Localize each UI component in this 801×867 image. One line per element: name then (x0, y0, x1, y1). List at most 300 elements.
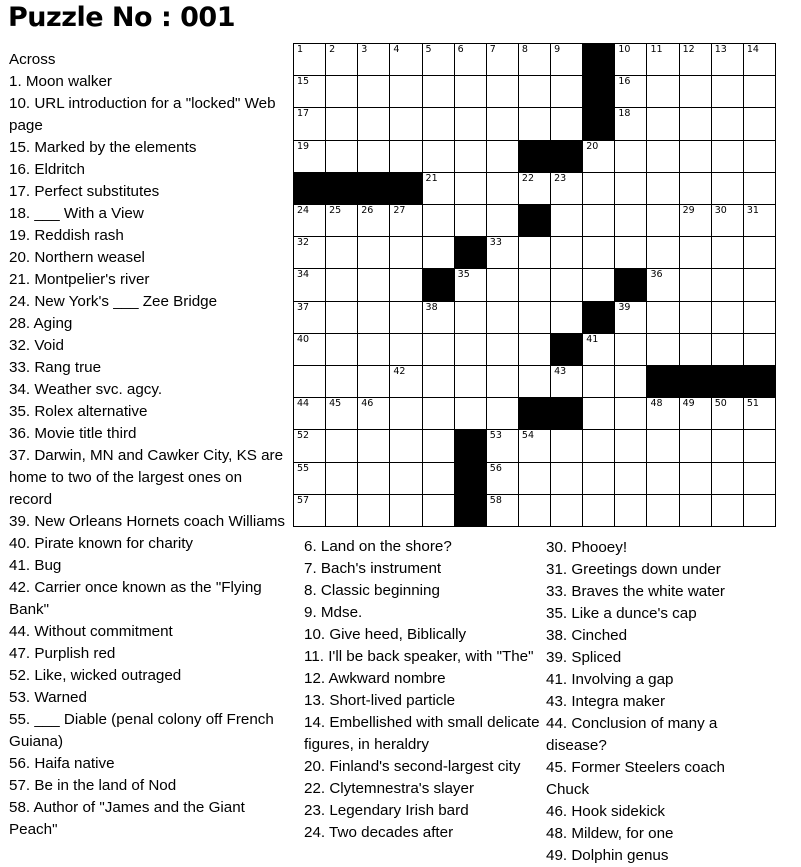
down-clue[interactable]: 12. Awkward nombre (304, 670, 446, 687)
grid-cell[interactable] (455, 76, 487, 108)
grid-cell[interactable] (326, 141, 358, 173)
clue-number: 51 (746, 398, 759, 410)
grid-cell[interactable] (487, 269, 519, 301)
grid-cell[interactable] (390, 398, 422, 430)
across-clue[interactable]: 10. URL introduction for a "locked" Web page (9, 95, 276, 134)
clue-number: 7 (489, 44, 496, 55)
grid-cell[interactable] (455, 205, 487, 237)
down-clue[interactable]: 43. Integra maker (546, 693, 666, 710)
grid-cell[interactable] (423, 398, 455, 430)
grid-cell[interactable] (326, 237, 358, 269)
across-clue[interactable]: 20. Northern weasel (9, 249, 145, 266)
grid-cell[interactable] (647, 237, 679, 269)
grid-cell[interactable] (680, 495, 712, 527)
across-clue[interactable]: 37. Darwin, MN and Cawker City, KS are home to two of the largest ones on record (9, 447, 284, 508)
grid-cell[interactable] (744, 334, 776, 366)
grid-cell[interactable] (358, 398, 390, 430)
grid-cell[interactable] (519, 430, 551, 462)
across-clue[interactable]: 19. Reddish rash (9, 227, 124, 244)
grid-cell[interactable] (326, 463, 358, 495)
grid-cell[interactable] (358, 237, 390, 269)
clue-number: 24 (297, 205, 310, 216)
clue-number: 36 (650, 269, 663, 281)
black-square (744, 366, 776, 398)
grid-cell[interactable] (744, 205, 776, 237)
grid-cell[interactable] (326, 366, 358, 398)
down-clue[interactable]: 13. Short-lived particle (304, 692, 456, 709)
across-clue[interactable]: 47. Purplish red (9, 645, 116, 662)
across-clue[interactable]: 56. Haifa native (9, 755, 115, 772)
grid-cell[interactable] (294, 269, 326, 301)
grid-cell[interactable] (487, 44, 519, 76)
clue-number: 38 (425, 301, 438, 313)
grid-cell[interactable] (358, 463, 390, 495)
grid-cell[interactable] (455, 141, 487, 173)
grid-cell[interactable] (487, 463, 519, 495)
across-clue[interactable]: 21. Montpelier's river (9, 271, 150, 288)
down-clue[interactable]: 24. Two decades after (304, 824, 454, 841)
down-clue[interactable]: 38. Cinched (546, 627, 628, 644)
grid-cell[interactable] (455, 108, 487, 140)
grid-cell[interactable] (583, 430, 615, 462)
grid-cell[interactable] (680, 76, 712, 108)
grid-cell[interactable] (712, 76, 744, 108)
clue-number: 42 (393, 366, 406, 377)
grid-cell[interactable] (326, 269, 358, 301)
grid-cell[interactable] (423, 334, 455, 366)
grid-cell[interactable] (487, 495, 519, 527)
across-clue[interactable]: 55. ___ Diable (penal colony off French Guiana) (9, 711, 274, 750)
grid-cell[interactable] (326, 44, 358, 76)
grid-cell[interactable] (519, 495, 551, 527)
grid-cell[interactable] (583, 141, 615, 173)
across-clue[interactable]: 39. New Orleans Hornets coach Williams (9, 513, 286, 530)
across-clue[interactable]: 17. Perfect substitutes (9, 183, 160, 200)
clue-number: 48 (650, 398, 663, 410)
grid-cell[interactable] (744, 302, 776, 334)
across-clue[interactable]: 32. Void (9, 337, 64, 354)
grid-cell[interactable] (712, 141, 744, 173)
across-clue[interactable]: 33. Rang true (9, 359, 102, 376)
grid-cell[interactable] (423, 205, 455, 237)
down-clue[interactable]: 41. Involving a gap (546, 671, 674, 688)
across-clue[interactable]: 34. Weather svc. agcy. (9, 381, 163, 398)
clue-number: 8 (521, 44, 528, 55)
grid-cell[interactable] (615, 44, 647, 76)
grid-cell[interactable] (551, 76, 583, 108)
grid-cell[interactable] (647, 141, 679, 173)
grid-cell[interactable] (744, 495, 776, 527)
across-clue[interactable]: 42. Carrier once known as the "Flying Bank" (9, 579, 262, 618)
grid-cell[interactable] (358, 108, 390, 140)
grid-cell[interactable] (615, 205, 647, 237)
across-clue[interactable]: 44. Without commitment (9, 623, 173, 640)
grid-cell[interactable] (326, 334, 358, 366)
grid-cell[interactable] (680, 398, 712, 430)
grid-cell[interactable] (615, 141, 647, 173)
black-square (583, 76, 615, 108)
grid-cell[interactable] (326, 76, 358, 108)
black-square (551, 141, 583, 173)
grid-cell[interactable] (294, 398, 326, 430)
clue-number: 39 (618, 301, 631, 313)
grid-cell[interactable] (647, 173, 679, 205)
grid-cell[interactable] (583, 366, 615, 398)
grid-cell[interactable] (712, 495, 744, 527)
grid-cell[interactable] (487, 398, 519, 430)
grid-cell[interactable] (358, 44, 390, 76)
grid-cell[interactable] (423, 463, 455, 495)
down-clue[interactable]: 6. Land on the shore? (304, 538, 452, 555)
grid-cell[interactable] (519, 366, 551, 398)
grid-cell[interactable] (519, 463, 551, 495)
across-clue[interactable]: 24. New York's ___ Zee Bridge (9, 293, 218, 310)
across-clue[interactable]: 18. ___ With a View (9, 205, 144, 222)
across-clue[interactable]: 16. Eldritch (9, 161, 85, 178)
black-square (390, 173, 422, 205)
grid-cell[interactable] (615, 237, 647, 269)
clue-number: 2 (329, 44, 336, 55)
grid-cell[interactable] (583, 398, 615, 430)
clue-number: 20 (586, 140, 599, 152)
down-clue[interactable]: 22. Clytemnestra's slayer (304, 780, 475, 797)
clue-number: 27 (393, 205, 406, 216)
grid-cell[interactable] (358, 302, 390, 334)
clue-number: 29 (682, 205, 695, 216)
grid-cell[interactable] (647, 269, 679, 301)
grid-cell[interactable] (712, 173, 744, 205)
black-square (583, 44, 615, 76)
grid-cell[interactable] (455, 269, 487, 301)
grid-cell[interactable] (294, 44, 326, 76)
grid-cell[interactable] (358, 205, 390, 237)
across-clue[interactable]: 15. Marked by the elements (9, 139, 197, 156)
grid-cell[interactable] (712, 463, 744, 495)
grid-cell[interactable] (294, 430, 326, 462)
grid-cell[interactable] (712, 430, 744, 462)
grid-cell[interactable] (487, 237, 519, 269)
down-clue[interactable]: 14. Embellished with small delicate figures, in heraldry (304, 714, 540, 753)
grid-cell[interactable] (647, 302, 679, 334)
grid-cell[interactable] (390, 302, 422, 334)
grid-cell[interactable] (519, 269, 551, 301)
grid-cell[interactable] (487, 334, 519, 366)
grid-cell[interactable] (551, 108, 583, 140)
down-clue[interactable]: 44. Conclusion of many a disease? (546, 715, 718, 754)
clue-number: 46 (361, 398, 374, 410)
grid-cell[interactable] (647, 398, 679, 430)
grid-cell[interactable] (712, 237, 744, 269)
grid-cell[interactable] (615, 430, 647, 462)
grid-cell[interactable] (744, 237, 776, 269)
grid-cell[interactable] (326, 205, 358, 237)
clue-number: 55 (297, 462, 310, 474)
grid-cell[interactable] (712, 302, 744, 334)
clue-number: 30 (714, 205, 727, 216)
black-square (551, 334, 583, 366)
grid-cell[interactable] (390, 237, 422, 269)
grid-cell[interactable] (647, 430, 679, 462)
grid-cell[interactable] (294, 141, 326, 173)
down-clue[interactable]: 45. Former Steelers coach Chuck (546, 759, 725, 798)
grid-cell[interactable] (551, 173, 583, 205)
grid-cell[interactable] (744, 141, 776, 173)
grid-cell[interactable] (326, 108, 358, 140)
grid-cell[interactable] (519, 76, 551, 108)
grid-cell[interactable] (712, 334, 744, 366)
grid-cell[interactable] (326, 302, 358, 334)
clue-number: 35 (457, 269, 470, 281)
grid-cell[interactable] (680, 108, 712, 140)
grid-cell[interactable] (680, 173, 712, 205)
grid-cell[interactable] (390, 44, 422, 76)
down-clue[interactable]: 33. Braves the white water (546, 583, 725, 600)
down-clue[interactable]: 10. Give heed, Biblically (304, 626, 467, 643)
grid-cell[interactable] (294, 463, 326, 495)
grid-cell[interactable] (487, 173, 519, 205)
clue-number: 11 (650, 44, 663, 55)
clue-number: 34 (297, 269, 310, 281)
grid-cell[interactable] (712, 269, 744, 301)
grid-cell[interactable] (615, 173, 647, 205)
grid-cell[interactable] (744, 463, 776, 495)
down-clue[interactable]: 20. Finland's second-largest city (304, 758, 521, 775)
grid-cell[interactable] (455, 398, 487, 430)
grid-cell[interactable] (615, 495, 647, 527)
grid-cell[interactable] (390, 430, 422, 462)
grid-cell[interactable] (551, 269, 583, 301)
across-clue[interactable]: 41. Bug (9, 557, 62, 574)
clue-number: 57 (297, 494, 310, 506)
grid-cell[interactable] (390, 205, 422, 237)
black-square (551, 398, 583, 430)
down-clue[interactable]: 46. Hook sidekick (546, 803, 666, 820)
grid-cell[interactable] (583, 334, 615, 366)
grid-cell[interactable] (455, 173, 487, 205)
grid-cell[interactable] (294, 334, 326, 366)
grid-cell[interactable] (583, 269, 615, 301)
across-clue[interactable]: 36. Movie title third (9, 425, 137, 442)
grid-cell[interactable] (680, 237, 712, 269)
grid-cell[interactable] (583, 463, 615, 495)
grid-cell[interactable] (744, 108, 776, 140)
grid-cell[interactable] (744, 398, 776, 430)
down-clue[interactable]: 9. Mdse. (304, 604, 363, 621)
grid-cell[interactable] (519, 334, 551, 366)
grid-cell[interactable] (487, 366, 519, 398)
grid-cell[interactable] (487, 302, 519, 334)
grid-cell[interactable] (423, 495, 455, 527)
grid-cell[interactable] (358, 269, 390, 301)
grid-cell[interactable] (423, 366, 455, 398)
grid-cell[interactable] (423, 302, 455, 334)
grid-cell[interactable] (583, 495, 615, 527)
clue-number: 15 (297, 76, 310, 88)
grid-cell[interactable] (712, 398, 744, 430)
black-square (358, 173, 390, 205)
down-clue[interactable]: 31. Greetings down under (546, 561, 721, 578)
grid-cell[interactable] (647, 495, 679, 527)
grid-cell[interactable] (390, 76, 422, 108)
grid-cell[interactable] (423, 237, 455, 269)
puzzle-title: Puzzle No : 001 (8, 2, 236, 33)
grid-cell[interactable] (294, 76, 326, 108)
clue-number: 3 (361, 44, 368, 55)
grid-cell[interactable] (744, 173, 776, 205)
across-clue[interactable]: 35. Rolex alternative (9, 403, 148, 420)
grid-cell[interactable] (294, 237, 326, 269)
grid-cell[interactable] (744, 76, 776, 108)
grid-cell[interactable] (551, 463, 583, 495)
clue-number: 53 (489, 430, 502, 442)
grid-cell[interactable] (680, 334, 712, 366)
grid-cell[interactable] (615, 463, 647, 495)
grid-cell[interactable] (615, 108, 647, 140)
grid-cell[interactable] (423, 141, 455, 173)
grid-cell[interactable] (647, 108, 679, 140)
grid-cell[interactable] (455, 366, 487, 398)
grid-cell[interactable] (647, 76, 679, 108)
across-clue[interactable]: 57. Be in the land of Nod (9, 777, 177, 794)
across-clue[interactable]: 28. Aging (9, 315, 73, 332)
grid-cell[interactable] (294, 205, 326, 237)
grid-cell[interactable] (615, 334, 647, 366)
grid-cell[interactable] (326, 430, 358, 462)
black-square (294, 173, 326, 205)
grid-cell[interactable] (519, 44, 551, 76)
black-square (615, 269, 647, 301)
down-clue[interactable]: 35. Like a dunce's cap (546, 605, 697, 622)
grid-cell[interactable] (712, 108, 744, 140)
grid-cell[interactable] (680, 269, 712, 301)
grid-cell[interactable] (358, 334, 390, 366)
grid-cell[interactable] (519, 108, 551, 140)
down-clue[interactable]: 48. Mildew, for one (546, 825, 674, 842)
grid-cell[interactable] (551, 366, 583, 398)
grid-cell[interactable] (294, 108, 326, 140)
clue-number: 4 (393, 44, 400, 55)
grid-cell[interactable] (583, 237, 615, 269)
grid-cell[interactable] (390, 495, 422, 527)
grid-cell[interactable] (551, 205, 583, 237)
grid-cell[interactable] (615, 398, 647, 430)
grid-cell[interactable] (615, 302, 647, 334)
down-clue[interactable]: 8. Classic beginning (304, 582, 440, 599)
grid-cell[interactable] (615, 76, 647, 108)
grid-cell[interactable] (583, 205, 615, 237)
grid-cell[interactable] (647, 44, 679, 76)
grid-cell[interactable] (487, 141, 519, 173)
across-clue[interactable]: 58. Author of "James and the Giant Peach" (9, 799, 245, 838)
down-clue[interactable]: 39. Spliced (546, 649, 622, 666)
grid-cell[interactable] (487, 430, 519, 462)
clue-number: 56 (489, 462, 502, 474)
grid-cell[interactable] (487, 108, 519, 140)
black-square (519, 205, 551, 237)
clue-number: 52 (297, 430, 310, 442)
clue-number: 49 (682, 398, 695, 410)
grid-cell[interactable] (423, 108, 455, 140)
grid-cell[interactable] (487, 76, 519, 108)
grid-cell[interactable] (551, 495, 583, 527)
grid-cell[interactable] (647, 334, 679, 366)
grid-cell[interactable] (647, 463, 679, 495)
grid-cell[interactable] (615, 366, 647, 398)
grid-cell[interactable] (390, 366, 422, 398)
grid-cell[interactable] (744, 269, 776, 301)
grid-cell[interactable] (294, 366, 326, 398)
grid-cell[interactable] (551, 44, 583, 76)
grid-cell[interactable] (390, 334, 422, 366)
across-clue[interactable]: 40. Pirate known for charity (9, 535, 194, 552)
black-square (455, 430, 487, 462)
down-clue[interactable]: 7. Bach's instrument (304, 560, 442, 577)
grid-cell[interactable] (680, 463, 712, 495)
grid-cell[interactable] (551, 302, 583, 334)
grid-cell[interactable] (551, 237, 583, 269)
grid-cell[interactable] (487, 205, 519, 237)
grid-cell[interactable] (680, 430, 712, 462)
grid-cell[interactable] (390, 108, 422, 140)
grid-cell[interactable] (455, 334, 487, 366)
down-clue[interactable]: 30. Phooey! (546, 539, 628, 556)
across-clue[interactable]: 52. Like, wicked outraged (9, 667, 182, 684)
grid-cell[interactable] (423, 430, 455, 462)
down-clue[interactable]: 23. Legendary Irish bard (304, 802, 469, 819)
down-clue[interactable]: 49. Dolphin genus (546, 847, 669, 864)
grid-cell[interactable] (294, 302, 326, 334)
across-clues (9, 49, 287, 841)
grid-cell[interactable] (680, 141, 712, 173)
grid-cell[interactable] (390, 141, 422, 173)
across-clue[interactable]: 1. Moon walker (9, 73, 112, 90)
across-clue[interactable]: 53. Warned (9, 689, 87, 706)
grid-cell[interactable] (358, 76, 390, 108)
grid-cell[interactable] (519, 237, 551, 269)
grid-cell[interactable] (455, 302, 487, 334)
grid-cell[interactable] (358, 495, 390, 527)
black-square (423, 269, 455, 301)
grid-cell[interactable] (583, 173, 615, 205)
grid-cell[interactable] (423, 44, 455, 76)
grid-cell[interactable] (455, 44, 487, 76)
grid-cell[interactable] (390, 463, 422, 495)
grid-cell[interactable] (647, 205, 679, 237)
grid-cell[interactable] (423, 173, 455, 205)
grid-cell[interactable] (423, 76, 455, 108)
grid-cell[interactable] (519, 302, 551, 334)
grid-cell[interactable] (680, 205, 712, 237)
grid-cell[interactable] (294, 495, 326, 527)
grid-cell[interactable] (744, 430, 776, 462)
grid-cell[interactable] (519, 173, 551, 205)
grid-cell[interactable] (358, 430, 390, 462)
grid-cell[interactable] (390, 269, 422, 301)
grid-cell[interactable] (680, 44, 712, 76)
black-square (455, 237, 487, 269)
grid-cell[interactable] (712, 44, 744, 76)
grid-cell[interactable] (358, 366, 390, 398)
grid-cell[interactable] (712, 205, 744, 237)
down-clue[interactable]: 11. I'll be back speaker, with "The" (304, 648, 534, 665)
grid-cell[interactable] (680, 302, 712, 334)
grid-cell[interactable] (326, 495, 358, 527)
grid-cell[interactable] (551, 430, 583, 462)
grid-cell[interactable] (744, 44, 776, 76)
grid-cell[interactable] (326, 398, 358, 430)
clue-number: 22 (521, 172, 535, 184)
grid-cell[interactable] (358, 141, 390, 173)
